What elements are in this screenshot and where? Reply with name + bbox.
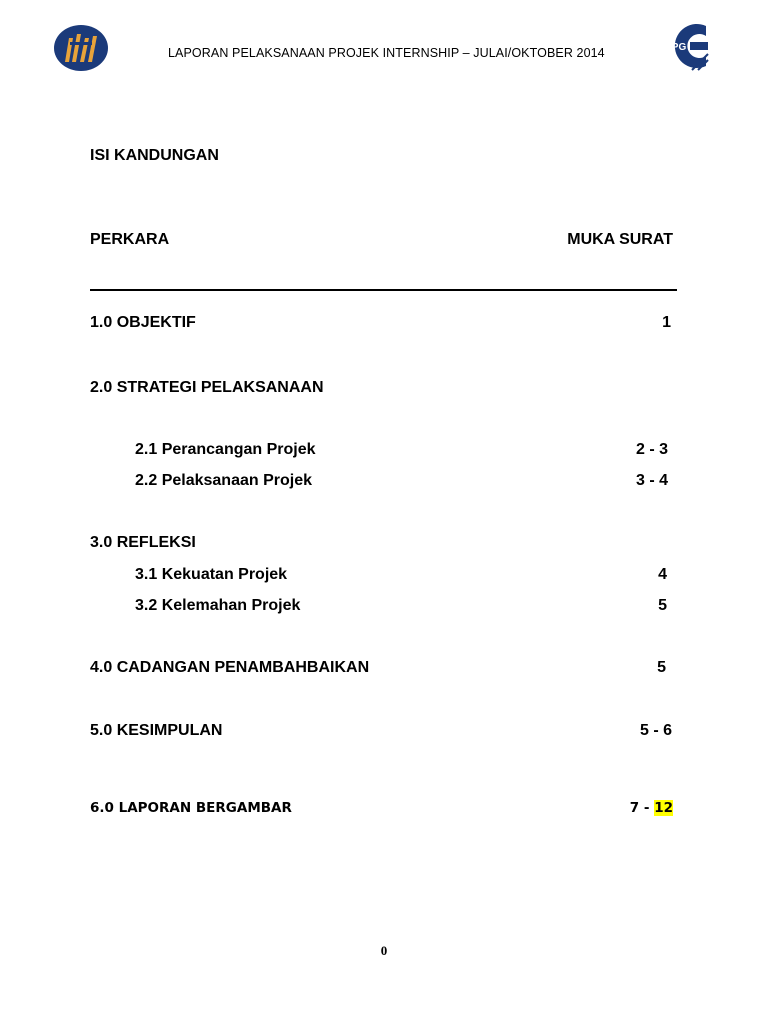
toc-entry-label: 5.0 KESIMPULAN [90,722,223,739]
ipg-logo-icon [666,20,710,72]
toc-entry-label: 2.0 STRATEGI PELAKSANAAN [90,379,324,396]
toc-entry-label: 4.0 CADANGAN PENAMBAHBAIKAN [90,659,370,676]
toc-entry-page: 5 - 6 [639,722,672,739]
page-number: 0 [380,943,388,958]
toc-entry-page: 4 [658,566,667,583]
header-title: LAPORAN PELAKSANAAN PROJEK INTERNSHIP – JULAI/OKTOBER 2014 [168,46,605,60]
toc-entry-page: 2 - 3 [635,441,668,458]
ipg-logo-text: IPG [669,42,687,53]
toc-entry-label: 2.2 Pelaksanaan Projek [135,472,312,489]
toc-entry-page: 1 [662,314,671,331]
toc-entry-page: 5 [657,659,666,676]
toc-entry-label: 3.2 Kelemahan Projek [135,597,301,614]
header-divider [90,289,677,291]
toc-entry-label: 3.0 REFLEKSI [90,534,196,551]
toc-entry-page: 3 - 4 [635,472,668,489]
toc-entry-label: 1.0 OBJEKTIF [90,314,196,331]
toc-entry-page [630,800,673,816]
toc-entry-page: 5 [658,597,667,614]
university-emblem-icon [53,24,109,72]
toc-title: ISI KANDUNGAN [90,147,219,164]
column-header-page: MUKA SURAT [567,231,673,248]
column-header-item: PERKARA [90,231,170,248]
toc-entry-label: 6.0 LAPORAN BERGAMBAR [90,800,292,816]
toc-entry-page-start: 7 - [629,800,655,816]
toc-entry-page-end-highlighted: 12 [654,800,673,816]
toc-entry-label: 2.1 Perancangan Projek [135,441,316,458]
toc-entry-label: 3.1 Kekuatan Projek [135,566,288,583]
